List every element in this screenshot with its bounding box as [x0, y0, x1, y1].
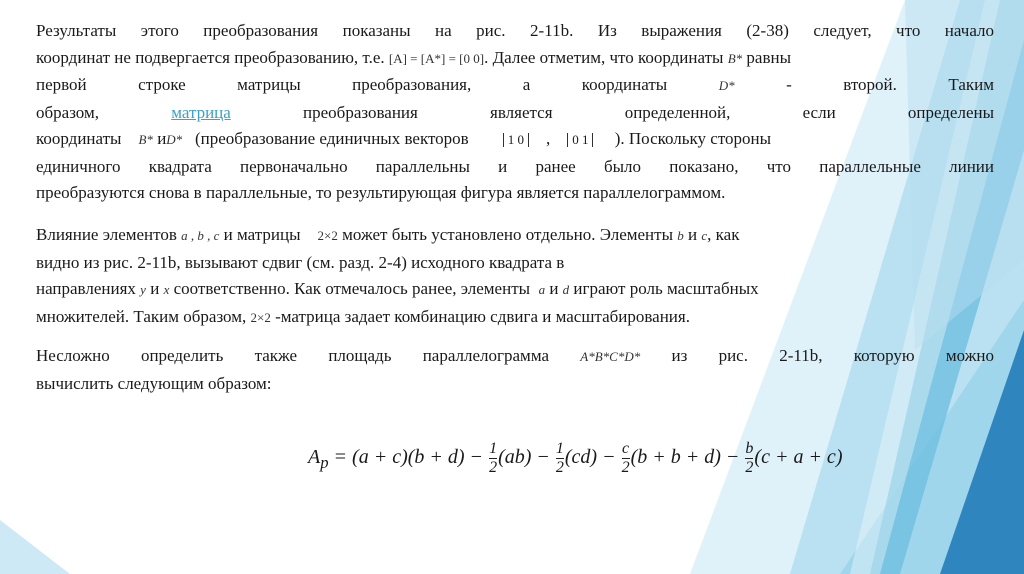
paragraph-2	[36, 222, 976, 331]
math-parallelogram: A*B*C*D*	[580, 349, 641, 364]
p3-line-1	[36, 343, 994, 371]
unit-vector-1: 1 0	[503, 133, 529, 147]
p1-text: ). Поскольку стороны	[614, 129, 772, 148]
p2-text: соответственно. Как отмечалось ранее, элементы	[173, 279, 531, 298]
element-d: d	[562, 282, 570, 297]
fraction-num: c	[622, 440, 630, 457]
element-a: a	[538, 282, 546, 297]
p1-text: ,	[545, 129, 551, 148]
p2-text: и	[150, 279, 160, 298]
paragraph-3	[36, 343, 994, 397]
formula-term: (c + a + c)	[754, 446, 843, 469]
paragraph-1	[36, 18, 994, 207]
p1-text: первой строке матрицы преобразования, а координаты	[36, 75, 668, 94]
unit-vector-2: 0 1	[567, 133, 593, 147]
math-d-star: D*	[166, 132, 183, 147]
formula-term: (ab) −	[498, 446, 550, 469]
p1-text: образом,	[36, 102, 99, 122]
p2-line-4	[36, 304, 976, 332]
fraction-num: 1	[555, 440, 564, 457]
p1-text: - второй. Таким	[786, 75, 994, 94]
p2-text: множителей. Таким образом,	[36, 306, 247, 326]
p3-text: из рис. 2-11b, которую можно	[671, 346, 995, 365]
p2-text: играют роль масштабных	[573, 279, 759, 298]
p3-line-2: вычислить следующим образом:	[36, 373, 272, 393]
fraction-num: 1	[489, 440, 498, 457]
formula-term: = (a + c)(b + d) −	[333, 446, 484, 469]
fraction-den: 2	[489, 459, 498, 476]
p3-text: Несложно определить также площадь параллелограмма	[36, 346, 550, 365]
var-y: y	[140, 282, 146, 297]
p1-line-7: преобразуются снова в параллельные, то результирующая фигура является параллелограммом.	[36, 183, 726, 202]
area-formula	[308, 440, 842, 477]
p1-text: координат не подвергается преобразованию, т.е.	[36, 47, 385, 67]
p2-text: и	[688, 225, 698, 244]
fraction	[556, 440, 564, 477]
matrix-link[interactable]: матрица	[171, 102, 231, 122]
p2-text: направлениях	[36, 279, 136, 298]
p2-text: -матрица задает комбинацию сдвига и масштабирования.	[275, 306, 690, 326]
fraction-den: 2	[745, 459, 754, 476]
p1-text: равны	[746, 47, 791, 67]
fraction	[622, 440, 630, 477]
p2-line-1	[36, 222, 976, 250]
fraction-den: 2	[621, 459, 630, 476]
p1-line-1: Результаты этого преобразования показаны на рис. 2-11b. Из выражения (2-38) следует, что начало	[36, 21, 994, 40]
math-d-star: D*	[718, 78, 735, 93]
p1-text: преобразования является определенной, если определены	[303, 102, 995, 122]
matrix-equation: [A] = [A*] = [0 0]	[388, 50, 485, 66]
fraction-den: 2	[555, 459, 564, 476]
p2-text: Влияние элементов	[36, 225, 177, 244]
math-b-star: B*	[727, 50, 743, 66]
var-x: x	[163, 282, 170, 297]
fraction	[489, 440, 497, 477]
p1-text: координаты	[36, 129, 122, 148]
p1-text: . Далее отметим, что координаты	[484, 47, 724, 67]
formula-term: (b + b + d) −	[630, 446, 740, 469]
p2-line-2: видно из рис. 2-11b, вызывают сдвиг (см. разд. 2-4) исходного квадрата в	[36, 252, 565, 272]
p1-line-5	[36, 126, 994, 154]
formula-term: (cd) −	[564, 446, 616, 469]
formula-lhs-sub: p	[320, 453, 329, 473]
p1-line-4	[36, 100, 994, 127]
p2-line-3	[36, 276, 976, 304]
formula-lhs: A	[308, 446, 321, 469]
p1-line-6: единичного квадрата первоначально параллельны и ранее было показано, что параллельные линии	[36, 156, 994, 176]
fraction-num: b	[745, 440, 754, 457]
math-b-star: B*	[138, 132, 153, 147]
matrix-dimension: 2×2	[250, 309, 271, 325]
p2-text: может быть установлено отдельно. Элементы	[342, 225, 674, 244]
p1-line-3	[36, 72, 994, 100]
fraction	[745, 440, 753, 477]
p2-text: , как	[707, 225, 740, 244]
math-abc: a , b , c	[181, 228, 220, 243]
matrix-dimension: 2×2	[317, 228, 338, 243]
p2-text: и матрицы	[223, 225, 301, 244]
p1-line-2	[36, 45, 994, 73]
element-b: b	[677, 228, 684, 243]
p1-text: (преобразование единичных векторов	[194, 129, 469, 148]
p2-text: и	[549, 279, 559, 298]
element-c: c	[701, 228, 708, 243]
p1-text: и	[157, 129, 167, 148]
